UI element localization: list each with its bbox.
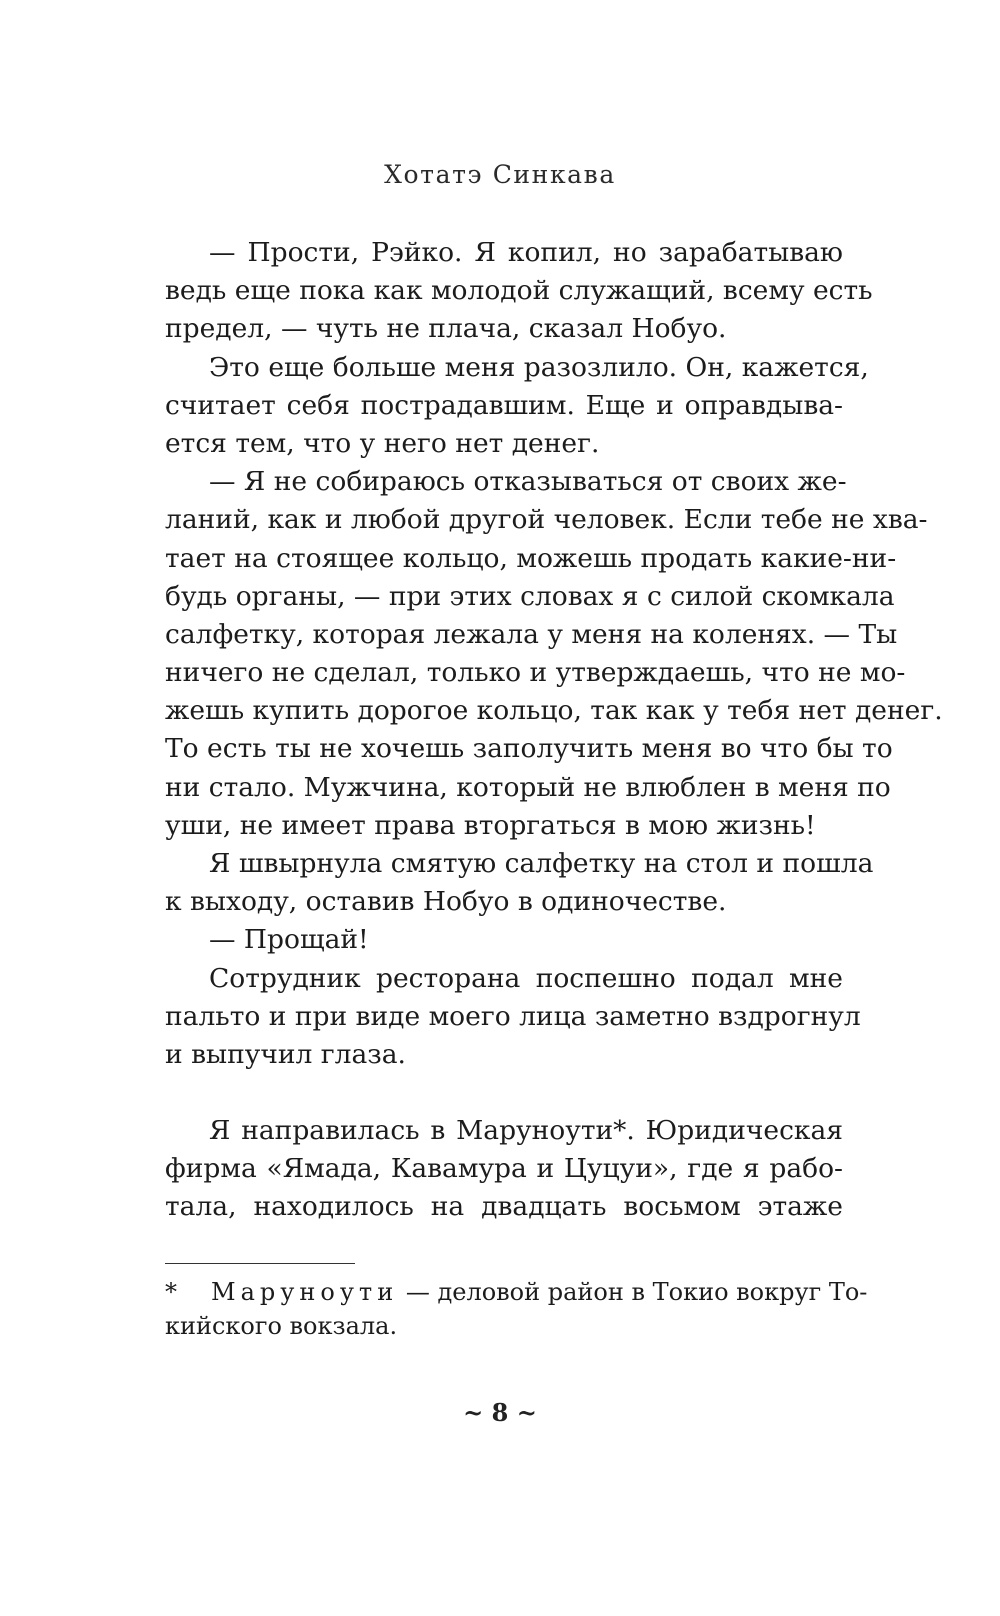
text-line: ничего не сделал, только и утверждаешь, что не мо- bbox=[165, 657, 906, 689]
text-line: тала, находилось на двадцать восьмом этаже bbox=[165, 1191, 843, 1223]
text-line: — Я не собираюсь отказываться от своих же- bbox=[209, 466, 847, 498]
text-line: пальто и при виде моего лица заметно вздрогнул bbox=[165, 1000, 861, 1032]
text-line: жешь купить дорогое кольцо, так как у тебя нет денег. bbox=[165, 695, 943, 727]
footnote-rule bbox=[165, 1263, 355, 1264]
text-line: фирма «Ямада, Кавамура и Цуцуи», где я рабо- bbox=[165, 1153, 843, 1185]
text-line: Я направилась в Маруноути*. Юридическая bbox=[209, 1115, 843, 1146]
footnote-line bbox=[165, 1275, 868, 1309]
running-header: Хотатэ Синкава bbox=[384, 160, 616, 189]
main-text-block bbox=[165, 234, 943, 1074]
footnote-definition: — деловой район в Токио вокруг То- bbox=[405, 1278, 868, 1306]
page-number: ~ 8 ~ bbox=[463, 1398, 537, 1427]
text-line: предел, — чуть не плача, сказал Нобуо. bbox=[165, 313, 727, 345]
text-line: ни стало. Мужчина, который не влюблен в меня по bbox=[165, 771, 891, 803]
text-line: ведь еще пока как молодой служащий, всему есть bbox=[165, 275, 873, 307]
text-line: — Прощай! bbox=[209, 924, 369, 956]
text-line: — Прости, Рэйко. Я копил, но зарабатываю bbox=[209, 237, 843, 268]
text-line: салфетку, которая лежала у меня на коленях. — Ты bbox=[165, 618, 898, 650]
text-line: То есть ты не хочешь заполучить меня во что бы то bbox=[165, 733, 893, 765]
text-line: Это еще больше меня разозлило. Он, кажется, bbox=[209, 351, 869, 383]
text-line: будь органы, — при этих словах я с силой скомкала bbox=[165, 580, 895, 612]
footnote bbox=[165, 1275, 868, 1343]
footnote-marker: * bbox=[165, 1278, 177, 1306]
footnote-term: Маруноути bbox=[211, 1278, 399, 1306]
text-line: и выпучил глаза. bbox=[165, 1038, 406, 1070]
text-line: Я швырнула смятую салфетку на стол и пошла bbox=[209, 848, 874, 879]
text-line: ланий, как и любой другой человек. Если тебе не хва- bbox=[165, 504, 928, 536]
footnote-line: кийского вокзала. bbox=[165, 1312, 398, 1340]
second-text-block bbox=[165, 1112, 843, 1227]
text-line: ется тем, что у него нет денег. bbox=[165, 427, 600, 459]
text-line: Сотрудник ресторана поспешно подал мне bbox=[209, 962, 843, 994]
text-line: к выходу, оставив Нобуо в одиночестве. bbox=[165, 886, 727, 918]
text-line: уши, не имеет права вторгаться в мою жизнь! bbox=[165, 809, 816, 841]
text-line: считает себя пострадавшим. Еще и оправдыва- bbox=[165, 389, 843, 421]
text-line: тает на стоящее кольцо, можешь продать какие-ни- bbox=[165, 542, 897, 574]
